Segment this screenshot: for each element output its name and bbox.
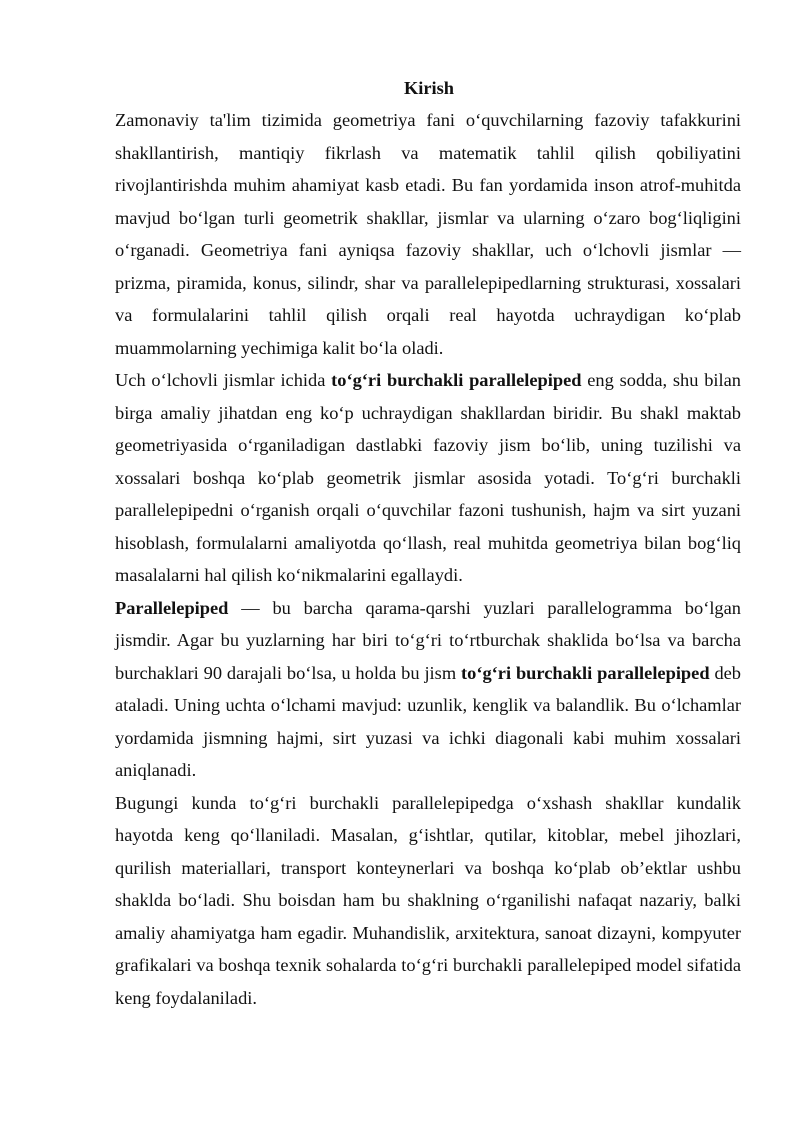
paragraph-text: — bu barcha qarama-qarshi yuzlari parallelogramma bo‘lgan jismdir. Agar bu yuzlarning har biri to‘g‘ri to‘rtburchak shaklida bo‘lsa va barcha burchaklari 90 darajali bo‘lsa, u holda bu jism: [115, 597, 741, 683]
paragraph-text: Bugungi kunda to‘g‘ri burchakli parallelepipedga o‘xshash shakllar kundalik hayotda keng qo‘llaniladi. Masalan, g‘ishtlar, qutilar, kitoblar, mebel jihozlari, qurilish materiallari, transport konteynerlari va boshqa ko‘plab ob’ektlar ushbu shaklda bo‘ladi. Shu boisdan ham bu shaklning o‘rganilishi nafaqat nazariy, balki amaliy ahamiyatga ham egadir. Muhandislik, arxitektura, sanoat dizayni, kompyuter grafikalari va boshqa texnik sohalarda to‘g‘ri burchakli parallelepiped model sifatida keng foydalaniladi.: [115, 792, 741, 1008]
paragraph-definition: [115, 592, 741, 787]
bold-term: Parallelepiped: [115, 597, 229, 618]
bold-term: to‘g‘ri burchakli parallelepiped: [331, 370, 582, 390]
bold-term: to‘g‘ri burchakli parallelepiped: [461, 662, 710, 683]
paragraph-intro: [115, 104, 741, 364]
paragraph-text: Zamonaviy ta'lim tizimida geometriya fani o‘quvchilarning fazoviy tafakkurini shakllantirish, mantiqiy fikrlash va matematik tahlil qilish qobiliyatini rivojlantirishda muhim ahamiyat kasb etadi. Bu fan yordamida inson atrof-muhitda mavjud bo‘lgan turli geometrik shakllar, jismlar va ularning o‘zaro bog‘liqligini o‘rganadi. Geometriya fani ayniqsa fazoviy shakllar, uch o‘lchovli jismlar — prizma, piramida, konus, silindr, shar va parallelepipedlarning strukturasi, xossalari va formulalarini tahlil qilish orqali real hayotda uchraydigan ko‘plab muammolarning yechimiga kalit bo‘la oladi.: [115, 110, 741, 358]
paragraph-applications: [115, 787, 741, 1015]
page-title: Kirish: [403, 78, 455, 98]
document-body: [115, 104, 741, 1014]
paragraph-text: deb ataladi. Uning uchta o‘lchami mavjud: uzunlik, kenglik va balandlik. Bu o‘lchamlar yordamida jismning hajmi, sirt yuzasi va ichki diagonali kabi muhim xossalari aniqlanadi.: [115, 662, 742, 780]
paragraph-right-parallelepiped: [115, 364, 741, 592]
paragraph-text: Uch o‘lchovli jismlar ichida: [115, 370, 332, 390]
paragraph-text: eng sodda, shu bilan birga amaliy jihatdan eng ko‘p uchraydigan shakllardan biridir. Bu shakl maktab geometriyasida o‘rganiladigan dastlabki fazoviy jism bo‘lib, uning tuzilishi va xossalari boshqa ko‘plab geometrik jismlar asosida yotadi. To‘g‘ri burchakli parallelepipedni o‘rganish orqali o‘quvchilar fazoni tushunish, hajm va sirt yuzani hisoblash, formulalarni amaliyotda qo‘llash, real muhitda geometriya bilan bog‘liq masalalarni hal qilish ko‘nikmalarini egallaydi.: [115, 370, 741, 585]
